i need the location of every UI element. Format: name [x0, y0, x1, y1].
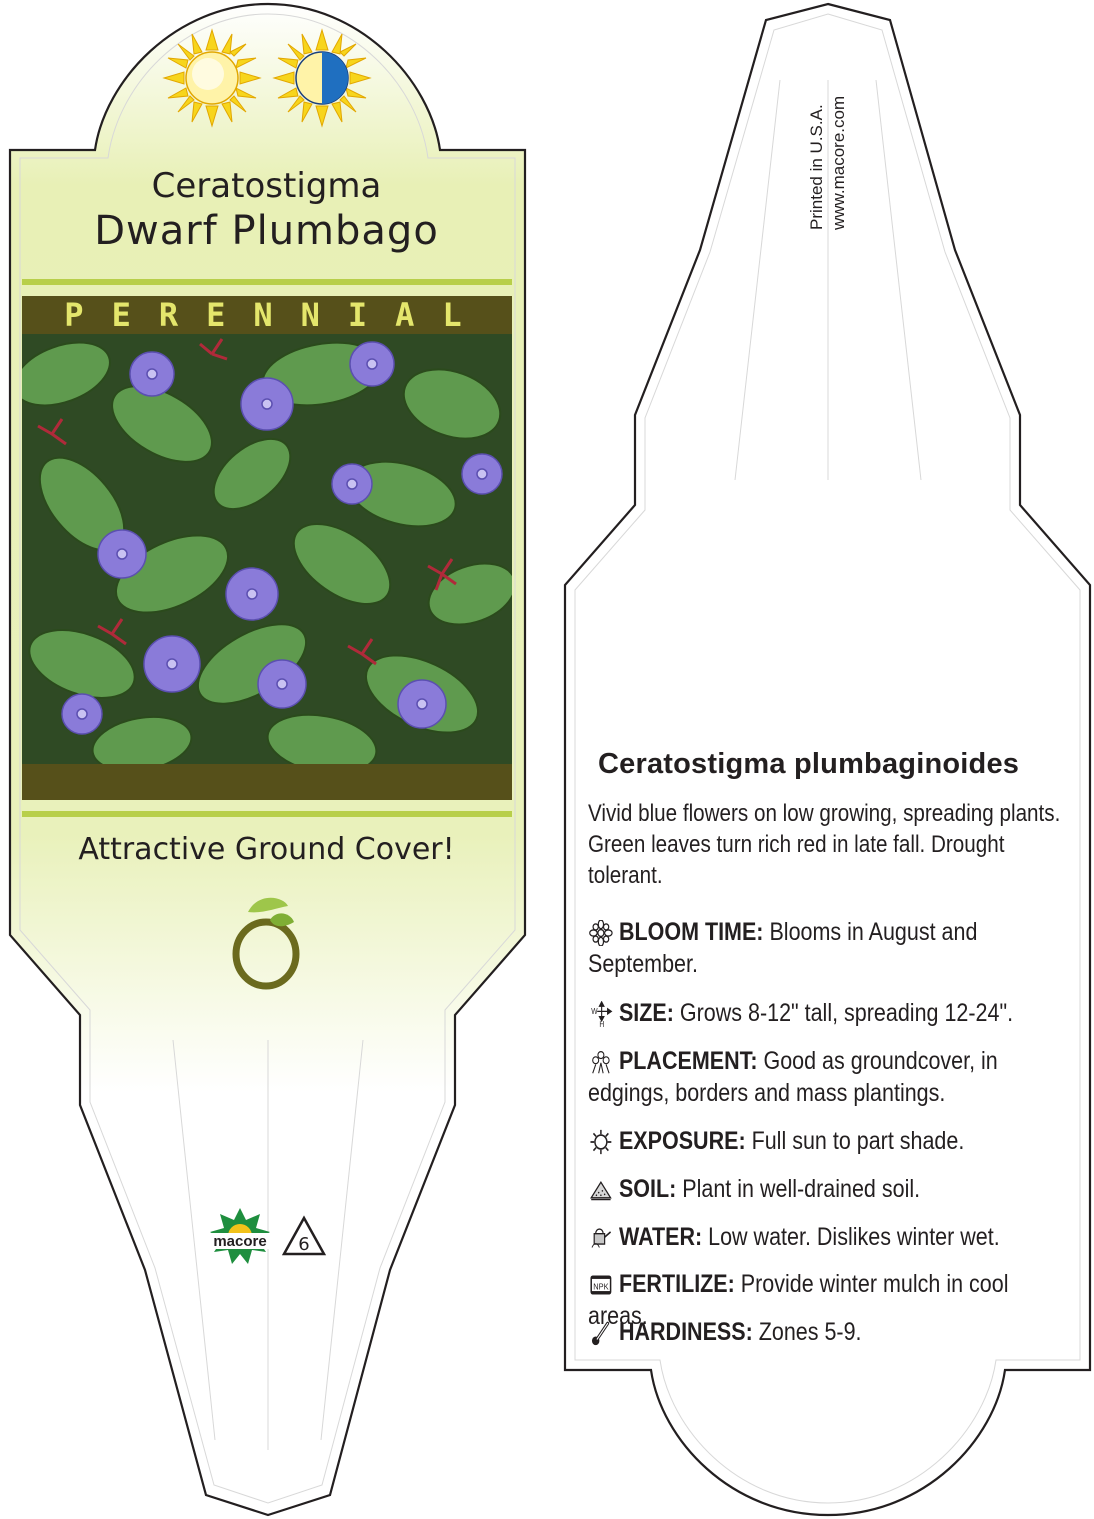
leaf-swirl-logo [228, 892, 308, 992]
attribute-label: WATER: [618, 1223, 703, 1251]
photo-bottom-bar [22, 764, 512, 800]
attribute-text: Blooms in August and September. [588, 918, 978, 978]
attribute-text: Full sun to part shade. [751, 1127, 965, 1155]
plant-common-name: Dwarf Plumbago [94, 208, 439, 254]
size-icon-w: W [591, 1006, 598, 1017]
attribute-label: SOIL: [618, 1175, 677, 1203]
attribute-soil [588, 1173, 1070, 1205]
divider-rule [22, 279, 512, 285]
attribute-label: BLOOM TIME: [618, 918, 764, 946]
attribute-text: Good as groundcover, in edgings, borders and mass plantings. [588, 1047, 998, 1107]
recycle-code: 6 [298, 1234, 310, 1255]
attribute-label: PLACEMENT: [618, 1047, 758, 1075]
plant-genus-title: Ceratostigma [151, 166, 382, 206]
macore-logo-text: macore [213, 1233, 267, 1250]
full-sun-icon [162, 28, 262, 128]
npk-text: NPK [593, 1282, 609, 1292]
printed-in-text: Printed in U.S.A. [807, 104, 826, 230]
recycle-icon [280, 1214, 328, 1262]
size-icon-h: H [599, 1019, 605, 1028]
soil-icon [588, 1177, 614, 1203]
tagline: Attractive Ground Cover! [78, 832, 455, 867]
attribute-placement [588, 1045, 1070, 1109]
divider-rule [22, 811, 512, 817]
attribute-water [588, 1221, 1070, 1253]
part-sun-icon [272, 28, 372, 128]
attribute-label: EXPOSURE: [618, 1127, 746, 1155]
attribute-text: Zones 5-9. [758, 1318, 862, 1346]
attribute-label: FERTILIZE: [618, 1270, 735, 1298]
category-banner: PERENNIAL [22, 296, 512, 334]
website-text: www.macore.com [829, 95, 848, 230]
attribute-bloom-time [588, 916, 1070, 980]
plant-description: Vivid blue flowers on low growing, spreading plants. Green leaves turn rich red in late fall. Drought tolerant. [588, 800, 1061, 889]
plant-photo [22, 334, 512, 764]
attribute-text: Provide winter mulch in cool areas. [588, 1270, 1009, 1330]
sun-outline-icon [588, 1129, 614, 1155]
placement-icon [588, 1049, 614, 1075]
printed-info [806, 96, 850, 230]
watering-can-icon [588, 1225, 614, 1251]
attribute-label: SIZE: [618, 999, 674, 1027]
attribute-label: HARDINESS: [618, 1318, 753, 1346]
attribute-text: Plant in well-drained soil. [682, 1175, 921, 1203]
attribute-exposure [588, 1125, 1070, 1157]
size-arrows-icon [588, 1001, 614, 1027]
npk-icon [588, 1272, 614, 1298]
attribute-text: Low water. Dislikes winter wet. [708, 1223, 1000, 1251]
attribute-hardiness [588, 1316, 1070, 1348]
macore-logo [206, 1206, 274, 1266]
flower-icon [588, 920, 614, 946]
botanical-name: Ceratostigma plumbaginoides [598, 748, 1020, 780]
thermometer-icon [588, 1320, 614, 1346]
attribute-size [588, 997, 1070, 1029]
attribute-text: Grows 8-12" tall, spreading 12-24". [679, 999, 1014, 1027]
